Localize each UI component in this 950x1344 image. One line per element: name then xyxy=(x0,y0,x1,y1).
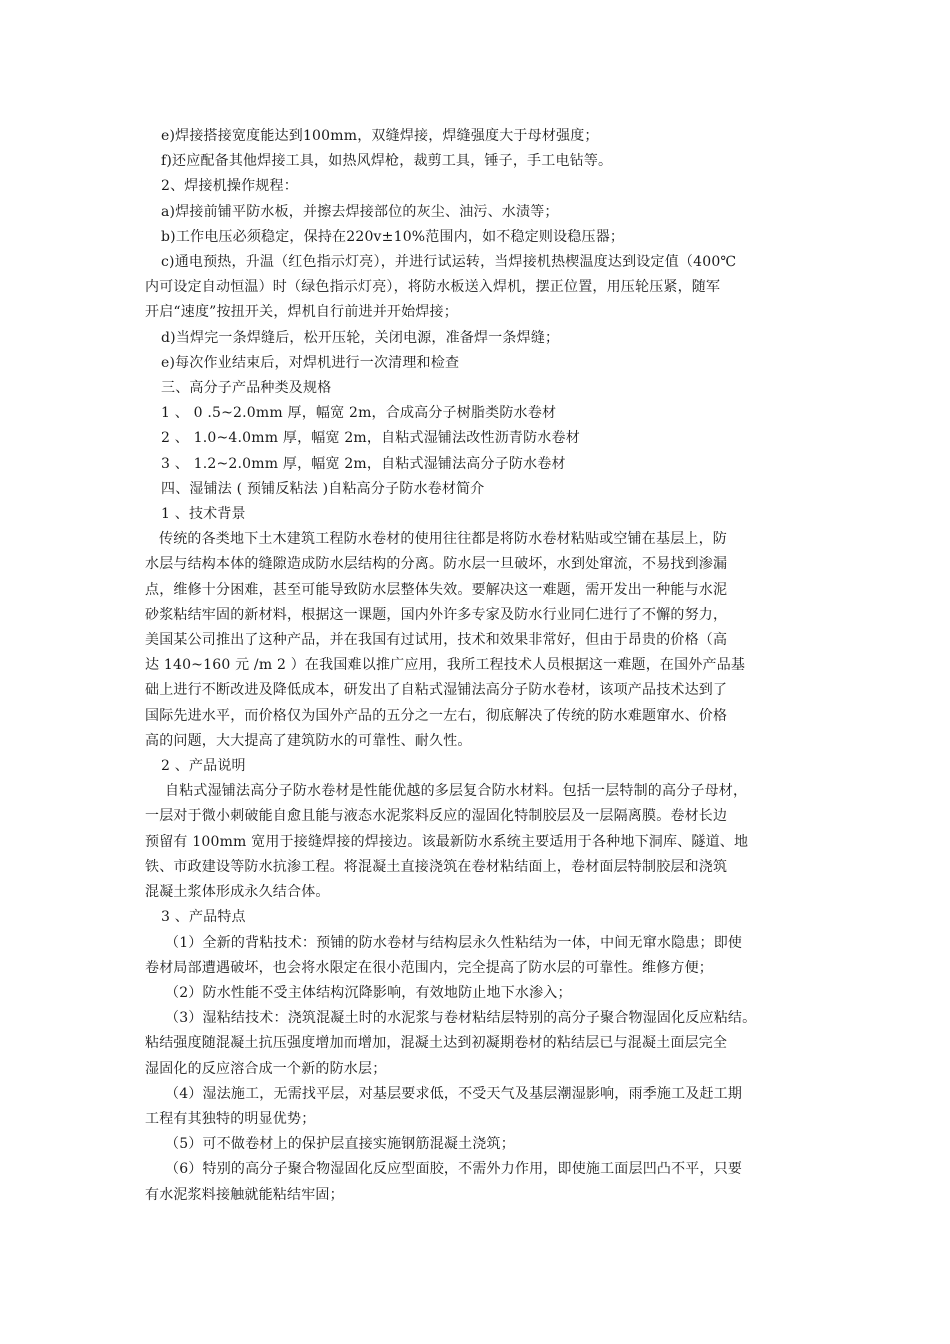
text-line: e)每次作业结束后，对焊机进行一次清理和检查 xyxy=(161,354,460,371)
text-line: 开启“速度”按扭开关，焊机自行前进并开始焊接； xyxy=(145,304,458,321)
text-line: e)焊接搭接宽度能达到100mm，双缝焊接，焊缝强度大于母材强度； xyxy=(161,128,599,144)
text-line: 1 、 0 .5~2.0mm 厚，幅宽 2m，合成高分子树脂类防水卷材 xyxy=(161,405,557,422)
text-line: 一层对于微小刺破能自愈且能与液态水泥浆料反应的湿固化特制胶层及一层隔离膜。卷材长边 xyxy=(145,808,728,825)
text-line: 础上进行不断改进及降低成本，研发出了自粘式湿铺法高分子防水卷材，该项产品技术达到了 xyxy=(145,682,728,699)
text-line: 美国某公司推出了这种产品，并在我国有过试用，技术和效果非常好，但由于昂贵的价格（高 xyxy=(145,632,728,649)
text-line: 水层与结构本体的缝隙造成防水层结构的分离。防水层一旦破坏，水到处窜流，不易找到渗漏 xyxy=(145,556,728,573)
text-line: 砂浆粘结牢固的新材料，根据这一课题，国内外许多专家及防水行业同仁进行了不懈的努力， xyxy=(145,606,728,623)
text-line: 三、高分子产品种类及规格 xyxy=(161,380,332,397)
text-line: 传统的各类地下土木建筑工程防水卷材的使用往往都是将防水卷材粘贴或空铺在基层上，防 xyxy=(159,531,727,548)
text-line: 四、湿铺法 ( 预铺反粘法 )自粘高分子防水卷材简介 xyxy=(161,480,485,497)
text-line: 混凝土浆体形成永久结合体。 xyxy=(145,884,330,901)
text-line: 国际先进水平，而价格仅为国外产品的五分之一左右，彻底解决了传统的防水难题窜水、价格 xyxy=(145,707,728,724)
text-line: 2、焊接机操作规程： xyxy=(161,178,298,195)
text-line: 有水泥浆料接触就能粘结牢固； xyxy=(145,1186,344,1203)
text-line: 内可设定自动恒温）时（绿色指示灯亮），将防水板送入焊机，摆正位置，用压轮压紧，随军 xyxy=(145,279,721,296)
text-line: 预留有 100mm 宽用于接缝焊接的焊接边。该最新防水系统主要适用于各种地下洞库、隧道、地 xyxy=(145,833,749,850)
text-line: （2）防水性能不受主体结构沉降影响，有效地防止地下水渗入； xyxy=(165,984,572,1001)
text-line: （6）特别的高分子聚合物湿固化反应型面胶，不需外力作用，即使施工面层凹凸不平，只要 xyxy=(165,1161,743,1178)
text-line: 3 、 1.2~2.0mm 厚，幅宽 2m，自粘式湿铺法高分子防水卷材 xyxy=(161,455,566,472)
text-line: （5）可不做卷材上的保护层直接实施钢筋混凝土浇筑； xyxy=(165,1136,515,1153)
text-line: c)通电预热，升温（红色指示灯亮），并进行试运转，当焊接机热楔温度达到设定值（400℃ xyxy=(161,254,737,271)
text-line: 2 、 1.0~4.0mm 厚，幅宽 2m，自粘式湿铺法改性沥青防水卷材 xyxy=(161,430,580,447)
text-line: （4）湿法施工，无需找平层，对基层要求低，不受天气及基层潮湿影响，雨季施工及赶工期 xyxy=(165,1085,743,1102)
text-line: （3）湿粘结技术：浇筑混凝土时的水泥浆与卷材粘结层特别的高分子聚合物湿固化反应粘结。 xyxy=(165,1010,757,1027)
text-line: 高的问题，大大提高了建筑防水的可靠性、耐久性。 xyxy=(145,732,472,749)
text-line: a)焊接前铺平防水板，并擦去焊接部位的灰尘、油污、水渍等； xyxy=(161,203,559,220)
text-line: b)工作电压必须稳定，保持在220v±10%范围内，如不稳定则设稳压器； xyxy=(161,228,625,245)
text-line: 粘结强度随混凝土抗压强度增加而增加，混凝土达到初凝期卷材的粘结层已与混凝土面层完全 xyxy=(145,1035,728,1052)
document-body xyxy=(145,124,810,1208)
text-line: f)还应配备其他焊接工具，如热风焊枪，裁剪工具，锤子，手工电钻等。 xyxy=(161,153,613,170)
text-line: 卷材局部遭遇破坏，也会将水限定在很小范围内，完全提高了防水层的可靠性。维修方便； xyxy=(145,959,713,976)
text-line: 湿固化的反应溶合成一个新的防水层； xyxy=(145,1060,387,1077)
text-line: 点，维修十分困难，甚至可能导致防水层整体失效。要解决这一难题，需开发出一种能与水泥 xyxy=(145,581,728,598)
text-line: （1）全新的背粘技术：预铺的防水卷材与结构层永久性粘结为一体，中间无窜水隐患；即使 xyxy=(165,934,743,951)
text-line: d)当焊完一条焊缝后，松开压轮，关闭电源，准备焊一条焊缝； xyxy=(161,329,560,346)
text-line: 3 、产品特点 xyxy=(161,909,246,926)
text-line: 达 140~160 元 /m 2 ）在我国难以推广应用，我所工程技术人员根据这一难题，在国外产品基 xyxy=(145,657,746,674)
text-line: 2 、产品说明 xyxy=(161,758,246,775)
text-line: 1 、技术背景 xyxy=(161,506,246,523)
text-line: 铁、市政建设等防水抗渗工程。将混凝土直接浇筑在卷材粘结面上，卷材面层特制胶层和浇筑 xyxy=(145,858,728,875)
text-line: 工程有其独特的明显优势； xyxy=(145,1110,316,1127)
text-line: 自粘式湿铺法高分子防水卷材是性能优越的多层复合防水材料。包括一层特制的高分子母材， xyxy=(165,783,748,800)
